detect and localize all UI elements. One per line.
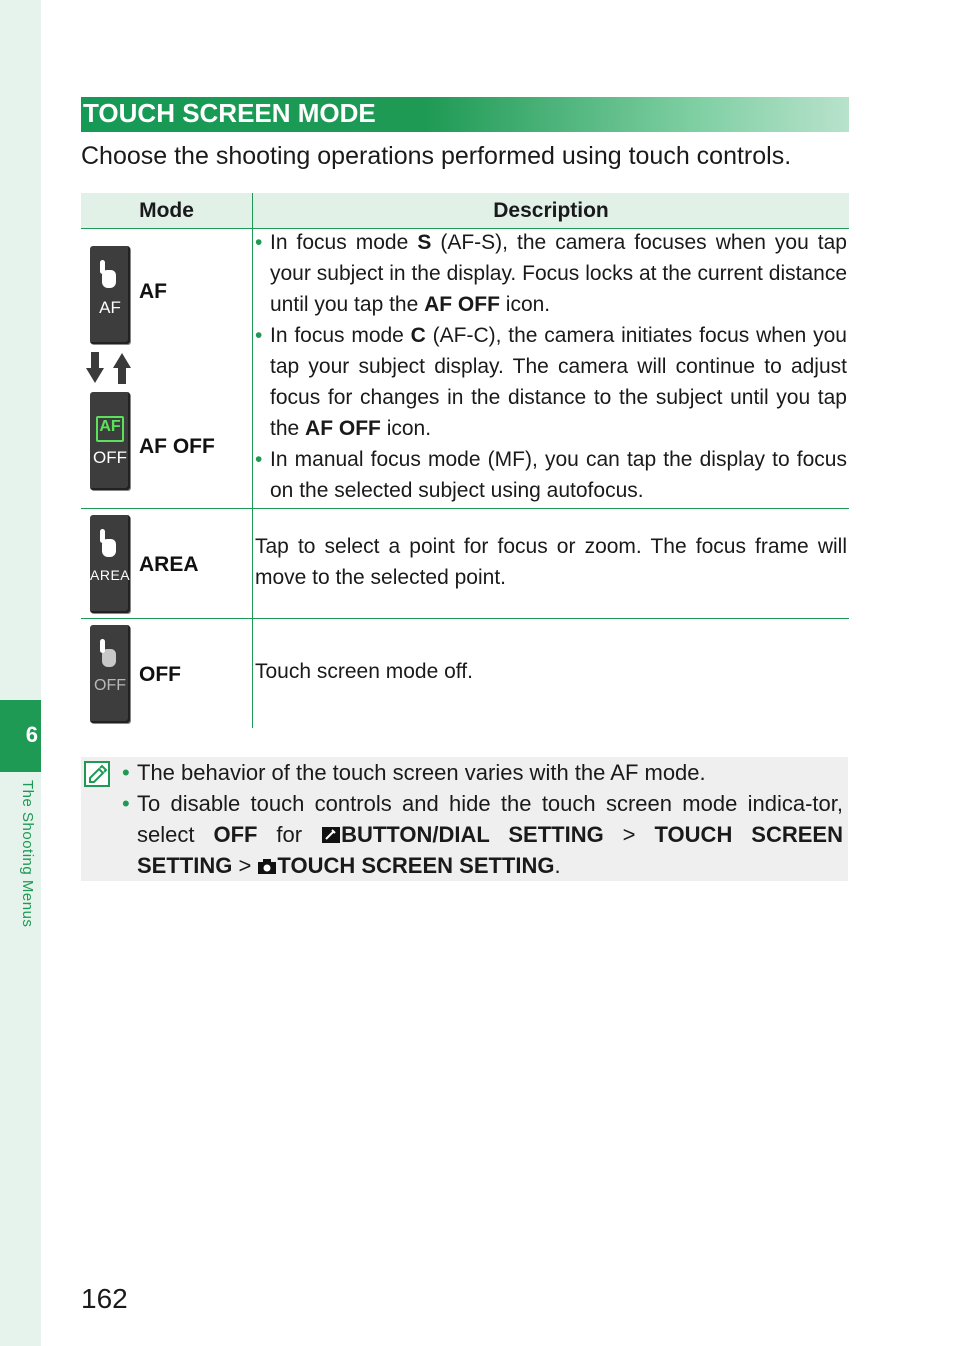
af-description xyxy=(255,227,847,506)
sidebar xyxy=(0,0,41,1346)
hand-icon xyxy=(102,539,116,557)
area-description: Tap to select a point for focus or zoom. The focus frame will move to the selected point. xyxy=(255,535,847,589)
header-mode: Mode xyxy=(139,199,194,222)
touch-area-icon: AREA xyxy=(90,515,130,613)
note-icon xyxy=(84,761,110,787)
hand-icon xyxy=(102,649,116,667)
chapter-tab xyxy=(0,700,41,772)
note-text xyxy=(122,757,843,881)
mode-label-af: AF xyxy=(139,280,167,303)
mode-label-af-off: AF OFF xyxy=(139,435,215,458)
mode-label-off: OFF xyxy=(139,663,181,686)
row-separator xyxy=(81,508,849,509)
touch-af-off-icon: AF OFF xyxy=(90,392,130,490)
section-heading: TOUCH SCREEN MODE xyxy=(81,97,849,132)
row-separator xyxy=(81,618,849,619)
setup-wrench-icon xyxy=(321,826,341,844)
list-item: • In focus mode S (AF-S), the camera focuses when you tap your subject in the display. Focus locks at the current distance until you tap the AF OFF icon. xyxy=(255,227,847,320)
off-description: Touch screen mode off. xyxy=(255,660,473,683)
column-divider xyxy=(252,228,253,728)
page-number: 162 xyxy=(81,1283,128,1314)
chapter-label: The Shooting Menus xyxy=(19,780,36,928)
toggle-arrows-icon xyxy=(86,352,136,384)
header-description: Description xyxy=(493,199,609,222)
table-header xyxy=(81,193,849,229)
intro-text: Choose the shooting operations performed using touch controls. xyxy=(81,142,792,170)
list-item: • In manual focus mode (MF), you can tap the display to focus on the selected subject using autofocus. xyxy=(255,444,847,506)
hand-icon xyxy=(102,270,116,288)
list-item: • To disable touch controls and hide the touch screen mode indica-tor, select OFF for BUTTON/DIAL SETTING > TOUCH SCREEN SETTING > TOUCH SCREEN SETTING. xyxy=(122,788,843,881)
touch-af-icon: AF xyxy=(90,246,130,344)
mode-label-area: AREA xyxy=(139,553,199,576)
chapter-number: 6 xyxy=(25,722,38,747)
camera-icon xyxy=(257,857,277,875)
list-item: • In focus mode C (AF-C), the camera initiates focus when you tap your subject display. The camera will continue to adjust focus for changes in the distance to the subject until you tap the AF OFF icon. xyxy=(255,320,847,444)
note-box xyxy=(81,757,848,881)
touch-off-icon: OFF xyxy=(90,625,130,723)
list-item: • The behavior of the touch screen varies with the AF mode. xyxy=(122,757,843,788)
